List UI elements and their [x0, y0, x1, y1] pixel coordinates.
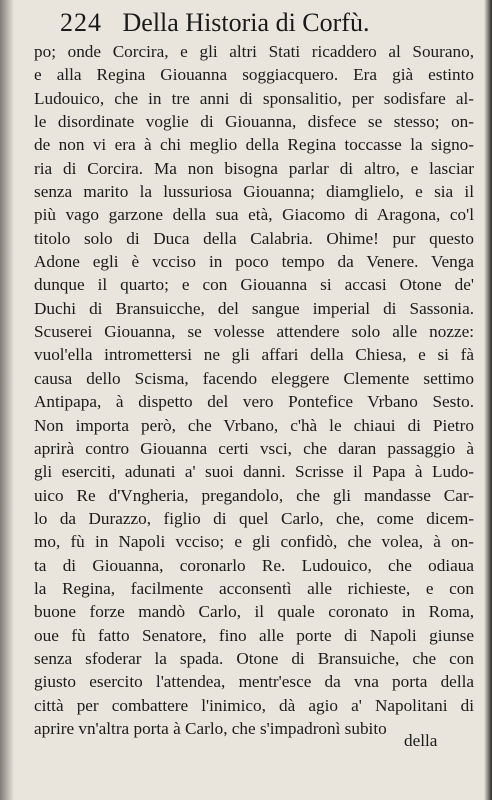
text-line: ria di Corcira. Ma non bisogna parlar di altro, e lasciar	[34, 158, 474, 178]
page-gutter-shadow	[0, 0, 14, 800]
text-line: lo da Durazzo, figlio di quel Carlo, che, come dicem-	[34, 508, 474, 528]
text-line: oue fù fatto Senatore, fino alle porte di Napoli giunse	[34, 625, 474, 645]
text-line: ta di Giouanna, coronarlo Re. Ludouico, che odiaua	[34, 555, 474, 575]
text-line: vuol'ella intromettersi ne gli affari della Chiesa, e si fà	[34, 345, 474, 365]
text-line: senza sfoderar la spada. Otone di Bransuiche, che con	[34, 648, 474, 668]
text-line: aprire vn'altra porta à Carlo, che s'impadronì subito	[34, 718, 387, 738]
text-line: senza marito la lussuriosa Giouanna; diamglielo, e sia il	[34, 182, 474, 202]
text-line: dunque il quarto; e con Giouanna si accasi Otone de'	[34, 275, 474, 295]
text-line: la Regina, facilmente acconsentì alle richieste, e con	[34, 578, 474, 598]
text-line: città per combattere l'inimico, dà agio a' Napolitani di	[34, 695, 474, 715]
text-line: Antipapa, à dispetto del vero Pontefice Vrbano Sesto.	[34, 392, 474, 412]
catchword: della	[404, 731, 438, 750]
text-line: gli eserciti, adunati a' suoi danni. Scrisse il Papa à Ludo-	[34, 462, 474, 482]
text-line: Duchi di Bransuicche, del sangue imperial di Sassonia.	[34, 298, 474, 318]
text-line: e alla Regina Giouanna soggiacquero. Era già estinto	[34, 65, 474, 85]
text-line: Ludouico, che in tre anni di sponsalitio, per sodisfare al-	[34, 88, 474, 108]
page-header	[60, 8, 460, 40]
page-number: 224	[60, 8, 102, 37]
text-line: Adone egli è vcciso in poco tempo da Venere. Venga	[34, 252, 474, 272]
text-line: titolo solo di Duca della Calabria. Ohime! pur questo	[34, 228, 474, 248]
text-line: Non importa però, che Vrbano, c'hà le chiaui di Pietro	[34, 415, 474, 435]
text-line: Scuserei Giouanna, se volesse attendere solo alle nozze:	[34, 322, 474, 342]
text-line: de non vi era à chi meglio della Regina toccasse la signo-	[34, 135, 474, 155]
text-line: mo, fù in Napoli vcciso; e gli confidò, che volea, à on-	[34, 532, 474, 552]
body-text	[34, 40, 474, 740]
text-line: giusto esercito l'attendea, mentr'esce da vna porta della	[34, 672, 474, 692]
text-line: buone forze mandò Carlo, il quale coronato in Roma,	[34, 602, 474, 622]
running-title: Della Historia di Corfù.	[122, 8, 370, 37]
text-line: po; onde Corcira, e gli altri Stati ricaddero al Sourano,	[34, 42, 474, 61]
text-line: più vago garzone della sua età, Giacomo di Aragona, co'l	[34, 205, 474, 225]
text-line: causa dello Scisma, facendo eleggere Clemente settimo	[34, 368, 474, 388]
text-line: uico Re d'Vngheria, pregandolo, che gli mandasse Car-	[34, 485, 474, 505]
page-edge-shadow	[484, 0, 492, 800]
text-line: aprirà contro Giouanna certi vsci, che daran passaggio à	[34, 438, 474, 458]
text-line: le disordinate voglie di Giouanna, disfece se stesso; on-	[34, 112, 474, 132]
